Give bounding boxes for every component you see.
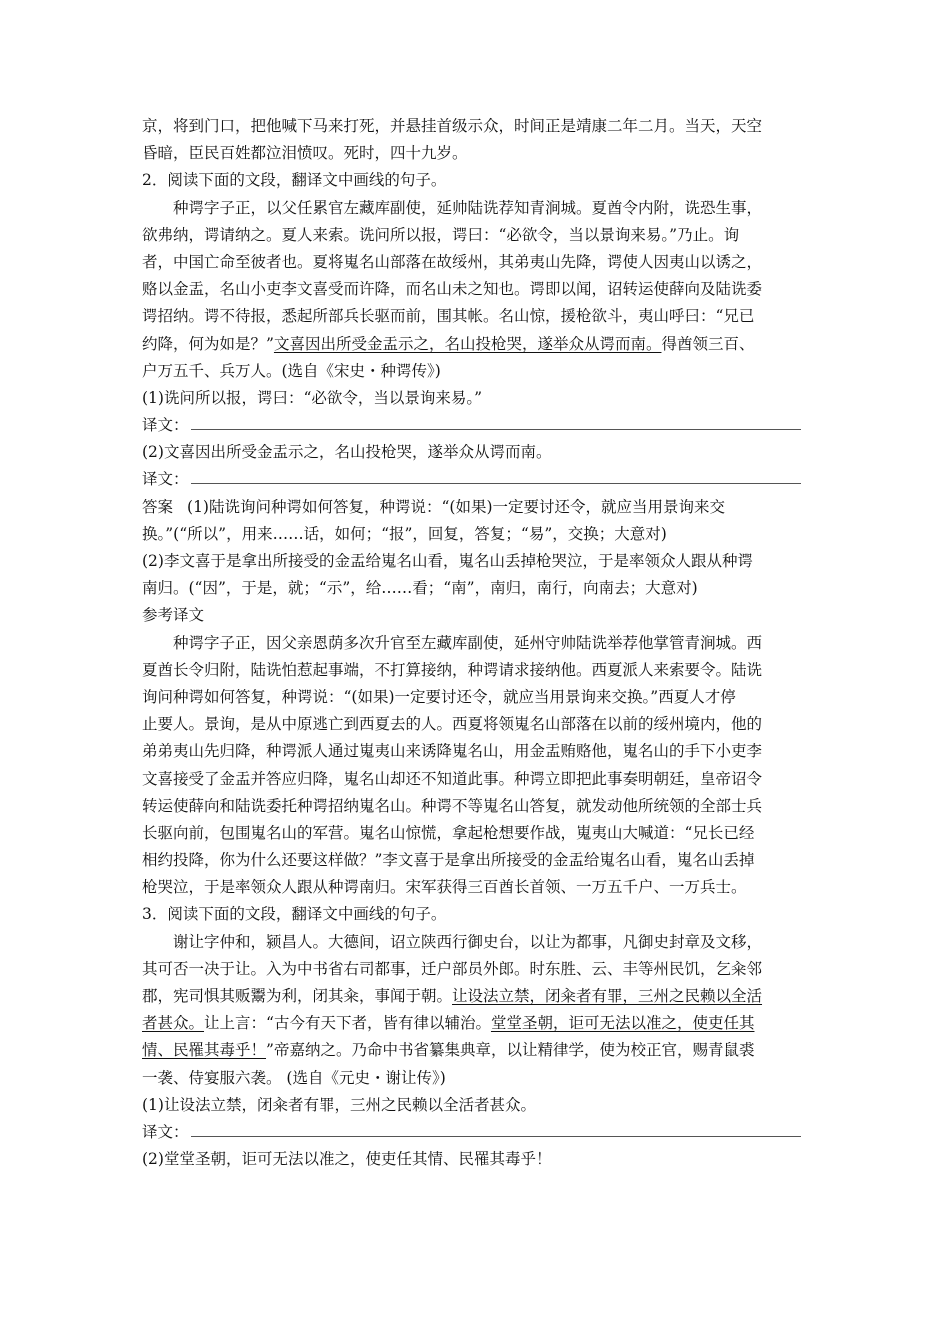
q3-passage-line — [142, 1037, 816, 1064]
translation-label: 译文： — [142, 416, 189, 435]
answer-line — [142, 494, 816, 521]
translation-label: 译文： — [142, 1122, 189, 1141]
q3-passage-line — [142, 983, 816, 1010]
translation-row — [142, 412, 816, 439]
q3-passage-line: 谢让字仲和，颍昌人。大德间，诏立陕西行御史台，以让为都事，凡御史封章及文移， — [173, 932, 763, 951]
answer-line: 南归。(“因”，于是，就；“示”，给……看；“南”，南归，南行，向南去；大意对) — [142, 579, 698, 598]
reference-line: 转运使薛向和陆诜委托种谔招纳嵬名山。种谔不等嵬名山答复，就发动他所统领的全部士兵 — [142, 796, 763, 815]
reference-line: 种谔字子正，因父亲恩荫多次升官至左藏库副使，延州守帅陆诜举荐他掌管青涧城。西 — [173, 633, 763, 652]
passage-text: 得酋领三百、 — [661, 334, 755, 353]
document-page — [142, 113, 816, 1173]
q3-sentence-1: (1)让设法立禁，闭籴者有罪，三州之民赖以全活者甚众。 — [142, 1095, 536, 1114]
answer-blank[interactable] — [191, 1122, 801, 1137]
translation-label: 译文： — [142, 470, 189, 489]
q3-passage-line — [142, 1010, 816, 1037]
q3-sentence-2: (2)堂堂圣朝，讵可无法以准之，使吏任其情、民罹其毒乎！ — [142, 1150, 552, 1169]
q2-sentence-2: (2)文喜因出所受金盂示之，名山投枪哭，遂举众从谔而南。 — [142, 443, 552, 462]
underlined-sentence: 者甚众。 — [142, 1014, 205, 1033]
passage-text: 郡，宪司惧其贩鬻为利，闭其籴，事闻于朝。 — [142, 987, 453, 1005]
q2-passage-line: 赂以金盂，名山小吏李文喜受而许降，而名山未之知也。谔即以闻，诏转运使薛向及陆诜委 — [142, 280, 763, 299]
passage-text: 约降，何为如是？” — [142, 334, 274, 353]
reference-line: 相约投降，你为什么还要这样做？”李文喜于是拿出所接受的金盂给嵬名山看，嵬名山丢掉 — [142, 851, 755, 870]
passage-text: ”帝嘉纳之。乃命中书省纂集典章，以让精律学，使为校正官，赐青鼠裘 — [266, 1041, 755, 1060]
answer-text: (1)陆诜询问种谔如何答复，种谔说：“(如果)一定要讨还令，就应当用景询来交 — [187, 497, 725, 516]
intro-line: 京，将到门口，把他喊下马来打死，并悬挂首级示众，时间正是靖康二年二月。当天，天空 — [142, 117, 763, 135]
reference-line: 询问种谔如何答复，种谔说：“(如果)一定要讨还令，就应当用景询来交换。”西夏人才停 — [142, 687, 736, 706]
q2-passage-line: 欲弗纳，谔请纳之。夏人来索。诜问所以报，谔曰：“必欲令，当以景询来易。”乃止。询 — [142, 225, 740, 244]
q2-passage-source: 户万五千、兵万人。(选自《宋史・种谔传》) — [142, 361, 441, 380]
underlined-sentence: 文喜因出所受金盂示之，名山投枪哭，遂举众从谔而南。 — [273, 334, 662, 353]
answer-blank[interactable] — [191, 469, 801, 484]
answer-line: (2)李文喜于是拿出所接受的金盂给嵬名山看，嵬名山丢掉枪哭泣，于是率领众人跟从种谔 — [142, 552, 753, 570]
q2-passage-line: 谔招纳。谔不待报，悉起所部兵长驱而前，围其帐。名山惊，援枪欲斗，夷山呼曰：“兄已 — [142, 307, 755, 326]
reference-translation-label: 参考译文 — [142, 606, 205, 625]
q3-passage-line: 其可否一决于让。入为中书省右司都事，迁户部员外郎。时东胜、云、丰等州民饥，乞籴邻 — [142, 959, 763, 978]
q2-sentence-1: (1)诜问所以报，谔曰：“必欲令，当以景询来易。” — [142, 388, 483, 407]
underlined-sentence: 情、民罹其毒乎！ — [142, 1041, 267, 1060]
reference-line: 夏酋长令归附，陆诜怕惹起事端，不打算接纳，种谔请求接纳他。西夏派人来索要令。陆诜 — [142, 660, 763, 679]
q2-passage-line — [142, 331, 816, 358]
q3-heading: 3．阅读下面的文段，翻译文中画线的句子。 — [142, 905, 447, 924]
translation-row — [142, 1119, 816, 1146]
q2-passage-line: 者，中国亡命至彼者也。夏将嵬名山部落在故绥州，其弟夷山先降，谔使人因夷山以诱之， — [142, 252, 763, 271]
q2-passage-line: 种谔字子正，以父任累官左藏库副使，延帅陆诜荐知青涧城。夏酋令内附，诜恐生事， — [173, 198, 763, 217]
answer-blank[interactable] — [191, 415, 801, 430]
reference-line: 弟弟夷山先归降，种谔派人通过嵬夷山来诱降嵬名山，用金盂贿赂他，嵬名山的手下小吏李 — [142, 742, 763, 761]
q3-passage-source: 一袭、侍宴服六袭。 (选自《元史・谢让传》) — [142, 1068, 446, 1087]
reference-line: 文喜接受了金盂并答应归降，嵬名山却还不知道此事。种谔立即把此事奏明朝廷，皇帝诏令 — [142, 769, 763, 788]
underlined-sentence: 让设法立禁，闭籴者有罪，三州之民赖以全活 — [452, 987, 763, 1005]
underlined-sentence: 堂堂圣朝，讵可无法以准之，使吏任其 — [490, 1014, 755, 1033]
reference-line: 止要人。景询，是从中原逃亡到西夏去的人。西夏将领嵬名山部落在以前的绥州境内，他的 — [142, 715, 763, 734]
q2-heading: 2．阅读下面的文段，翻译文中画线的句子。 — [142, 171, 447, 190]
passage-text: 让上言：“古今有天下者，皆有律以辅治。 — [204, 1014, 491, 1033]
translation-row — [142, 466, 816, 493]
intro-line: 昏暗，臣民百姓都泣泪愤叹。死时，四十九岁。 — [142, 144, 468, 163]
answer-line: 换。”(“所以”，用来……话，如何；“报”，回复，答复；“易”，交换；大意对) — [142, 524, 667, 543]
answer-label: 答案 — [142, 497, 174, 516]
reference-line: 长驱向前，包围嵬名山的军营。嵬名山惊慌，拿起枪想要作战，嵬夷山大喊道：“兄长已经 — [142, 823, 755, 842]
reference-line: 枪哭泣，于是率领众人跟从种谔南归。宋军获得三百酋长首领、一万五千户、一万兵士。 — [142, 878, 747, 897]
